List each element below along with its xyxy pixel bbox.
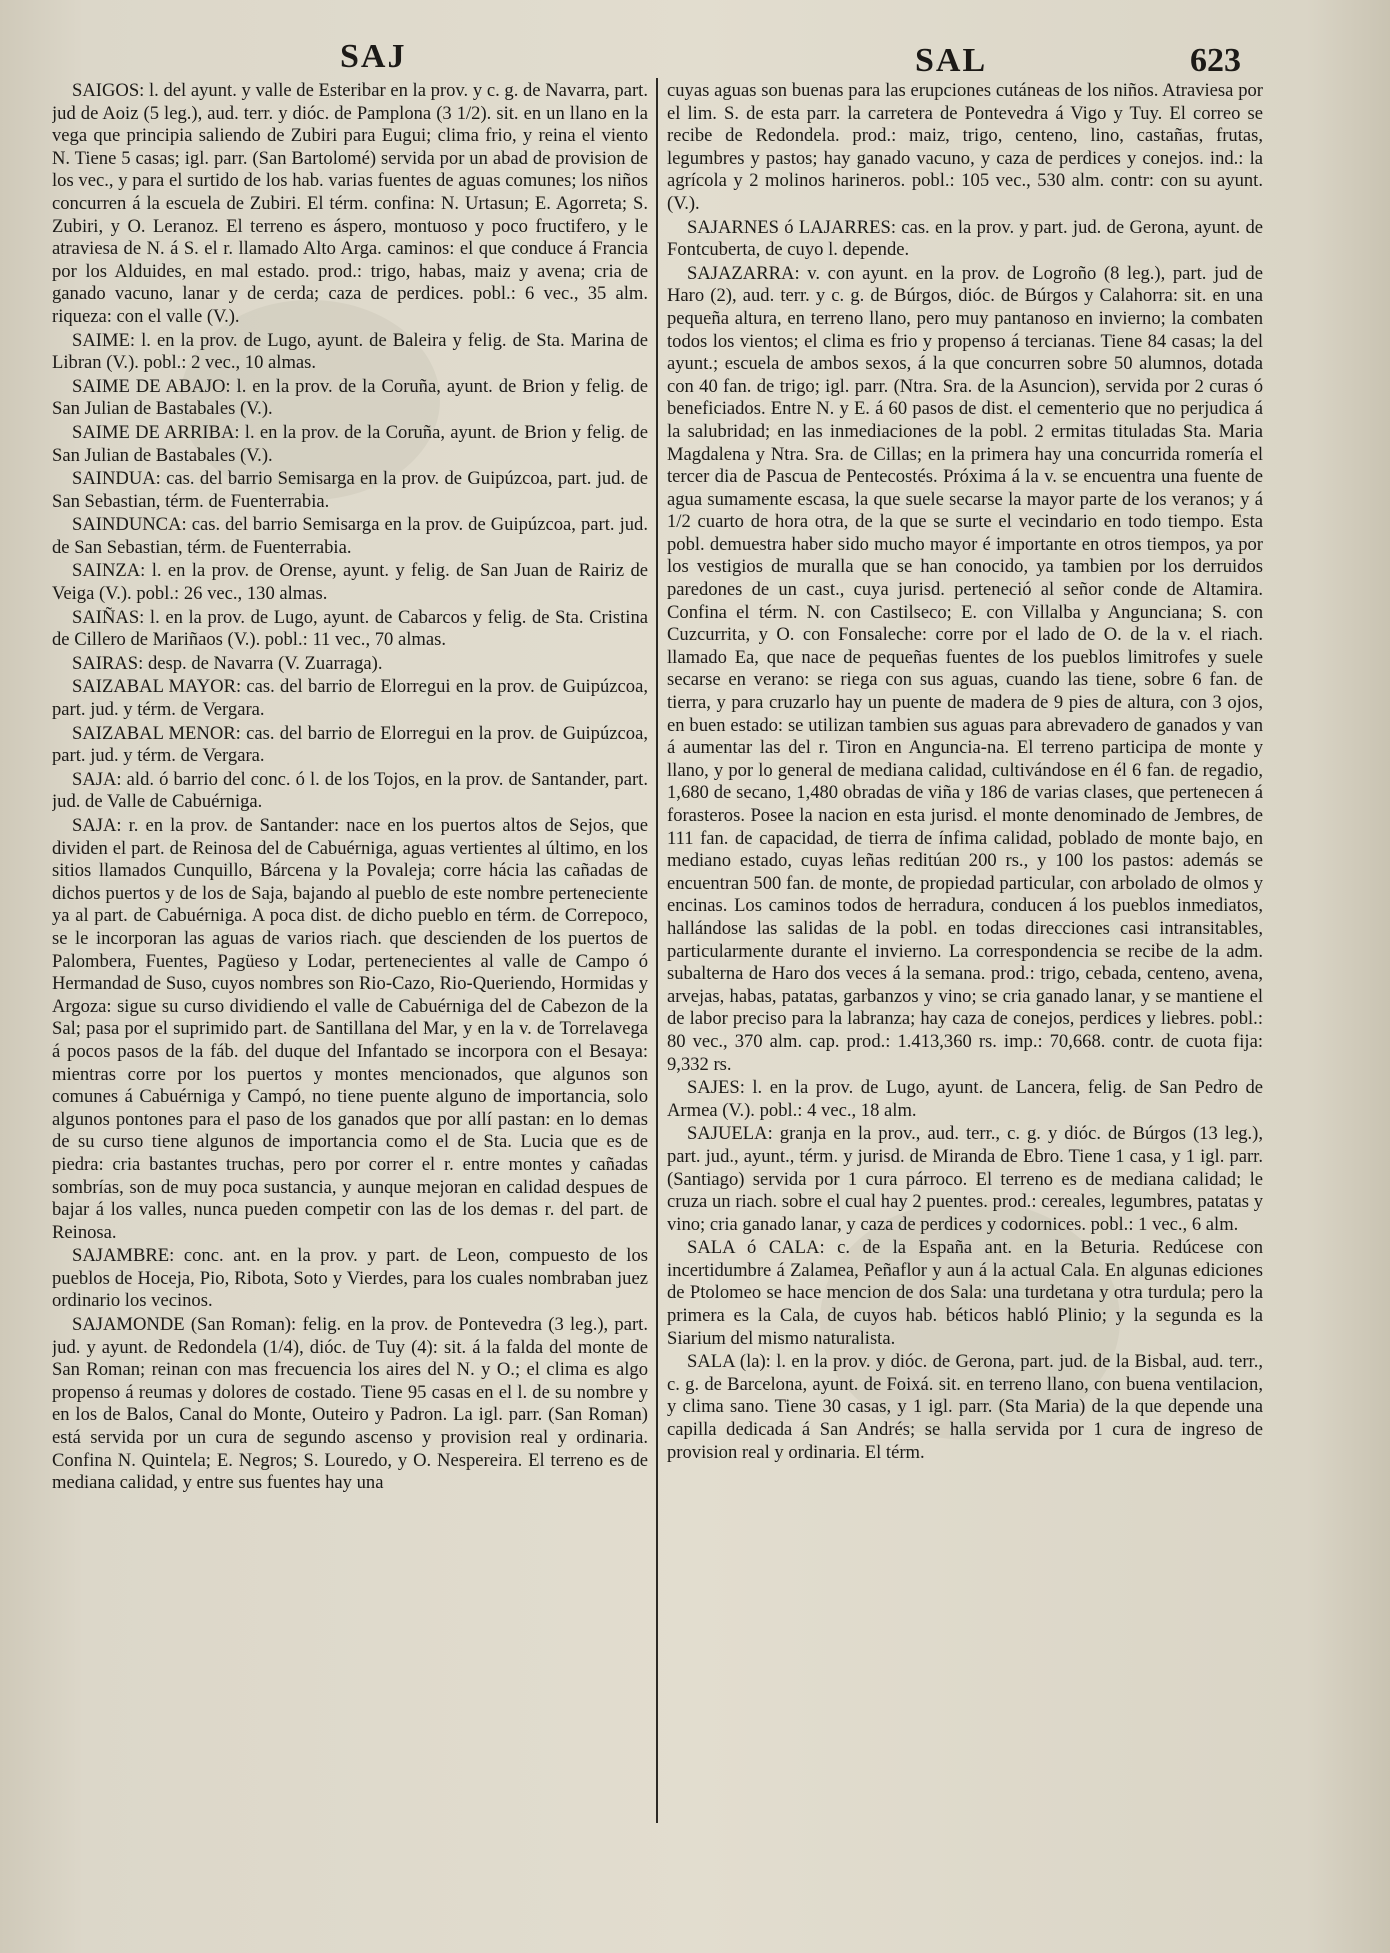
entry-saime-de-abajo: SAIME DE ABAJO: l. en la prov. de la Coruña, ayunt. de Brion y felig. de San Julian de Bastabales (V.). bbox=[52, 375, 648, 420]
entry-saime: SAIME: l. en la prov. de Lugo, ayunt. de Baleira y felig. de Sta. Marina de Libran (V.). pobl.: 2 vec., 10 almas. bbox=[52, 329, 648, 374]
entry-sala-la: SALA (la): l. en la prov. y dióc. de Gerona, part. jud. de la Bisbal, aud. terr., c. g. de Barcelona, ayunt. de Foixá. sit. en terreno llano, con buena ventilacion, y clima sano. Tiene 30 casas, y 1 igl. parr. (Sta Maria) de la que depende una capilla dedicada á San Andrés; se halla servida por 1 cura de ingreso de provision real y ordinaria. El térm. bbox=[667, 1351, 1263, 1463]
entry-sainza: SAINZA: l. en la prov. de Orense, ayunt. y felig. de San Juan de Rairiz de Veiga (V.). pobl.: 26 vec., 130 almas. bbox=[52, 560, 648, 605]
left-column bbox=[52, 80, 648, 1825]
entry-sajes: SAJES: l. en la prov. de Lugo, ayunt. de Lancera, felig. de San Pedro de Armea (V.). pobl.: 4 vec., 18 alm. bbox=[667, 1077, 1263, 1121]
entry-sairas: SAIRAS: desp. de Navarra (V. Zuarraga). bbox=[72, 652, 383, 674]
entry-saizabal-menor: SAIZABAL MENOR: cas. del barrio de Elorregui en la prov. de Guipúzcoa, part. jud. y térm. de Vergara. bbox=[52, 722, 648, 767]
right-column bbox=[667, 80, 1263, 1825]
header-left-word: SAJ bbox=[340, 38, 407, 75]
entry-sajuela: SAJUELA: granja en la prov., aud. terr., c. g. y dióc. de Búrgos (13 leg.), part. jud., ayunt., térm. y jurisd. de Miranda de Ebro. Tiene 1 casa, y 1 igl. parr. (Santiago) servida por 1 cura párroco. El terreno es de mediana calidad; le cruza un riach. sobre el cual hay 2 puentes. prod.: cereales, legumbres, patatas y vino; cria ganado lanar, y caza de perdices y codornices. pobl.: 1 vec., 6 alm. bbox=[667, 1123, 1263, 1235]
header-center-word: SAL bbox=[915, 42, 988, 79]
entry-saigos: SAIGOS: l. del ayunt. y valle de Esteribar en la prov. y c. g. de Navarra, part. jud de Aoiz (5 leg.), aud. terr. y dióc. de Pamplona (3 1/2). sit. en un llano en la vega que principia saliendo de Zubiri para Eugui; clima frio, y reina el viento N. Tiene 5 casas; igl. parr. (San Bartolomé) servida por un abad de provision de los vec., y para el surtido de los hab. varias fuentes de aguas comunes; los niños concurren á la escuela de Zubiri. El térm. confina: N. Urtasun; E. Agorreta; S. Zubiri, y O. Leranoz. El terreno es áspero, montuoso y poco fructifero, y le atraviesa de N. á S. el r. llamado Alto Arga. caminos: el que conduce á Francia por los Alduides, en mal estado. prod.: trigo, habas, maiz y avena; cria de ganado vacuno, lanar y de cerda; caza de perdices. pobl.: 6 vec., 35 alm. riqueza: con el valle (V.). bbox=[52, 80, 648, 327]
running-header bbox=[0, 38, 1390, 78]
entry-sainduncs: SAINDUNCA: cas. del barrio Semisarga en la prov. de Guipúzcoa, part. jud. de San Sebastian, térm. de Fuenterrabia. bbox=[52, 514, 648, 558]
entry-saja-ald: SAJA: ald. ó barrio del conc. ó l. de los Tojos, en la prov. de Santander, part. jud. de Valle de Cabuérniga. bbox=[52, 768, 648, 813]
entry-saizabal-mayor: SAIZABAL MAYOR: cas. del barrio de Elorregui en la prov. de Guipúzcoa, part. jud. y térm. de Vergara. bbox=[52, 676, 648, 721]
page-number: 623 bbox=[1190, 42, 1241, 79]
entry-sainas: SAIÑAS: l. en la prov. de Lugo, ayunt. de Cabarcos y felig. de Sta. Cristina de Cillero de Mariñaos (V.). pobl.: 11 vec., 70 almas. bbox=[52, 606, 648, 651]
entry-saindua: SAINDUA: cas. del barrio Semisarga en la prov. de Guipúzcoa, part. jud. de San Sebastian, térm. de Fuenterrabia. bbox=[52, 468, 648, 512]
entry-saime-de-arriba: SAIME DE ARRIBA: l. en la prov. de la Coruña, ayunt. de Brion y felig. de San Julian de Bastabales (V.). bbox=[52, 421, 648, 466]
entry-sajazarra: SAJAZARRA: v. con ayunt. en la prov. de Logroño (8 leg.), part. jud de Haro (2), aud. terr. y c. g. de Búrgos, dióc. de Búrgos y Calahorra: sit. en una pequeña altura, en terreno llano, pero muy pantanoso en invierno; la combaten todos los vientos; el clima es frio y propenso á tercianas. Tiene 84 casas; la del ayunt.; escuela de ambos sexos, á la que concurren sobre 50 alumnos, dotada con 40 fan. de trigo; igl. parr. (Ntra. Sra. de la Asuncion), servida por 2 curas ó beneficiados. Entre N. y E. á 60 pasos de dist. el cementerio que no perjudica á la salubridad; en las inmediaciones de la pobl. 2 ermitas tituladas Sta. Maria Magdalena y Ntra. Sra. de Cillas; en la primera hay una concurrida romería el tercer dia de Pascua de Pentecostés. Próxima á la v. se encuentra una fuente de agua sumamente escasa, la que suele secarse la mayor parte de los veranos; y á 1/2 cuarto de hora otra, de la que se surte el vecindario en todo tiempo. Esta pobl. demuestra haber sido mucho mayor é importante en otros tiempos, ya por los vestigios de muralla que se han conocido, ya tambien por los derruidos paredones de un cast., cuya jurisd. perteneció al señor conde de Altamira. Confina el térm. N. con Castilseco; E. con Villalba y Angunciana; S. con Cuzcurrita, y O. con Fonsaleche: corre por el lado de O. de la v. el riach. llamado Ea, que nace de pequeñas fuentes de los pueblos limitrofes y suele secarse en verano: se riega con sus aguas, cuando las tiene, sobre 6 fan. de tierra, y para cruzarlo hay un puente de madera de 9 pies de altura, con 3 ojos, en buen estado: se utilizan tambien sus aguas para abrevadero de ganados y van á aumentar las del r. Tiron en Anguncia-na. El terreno participa de monte y llano, y por lo general de mediana calidad, cultivándose en él 6 fan. de regadio, 1,680 de secano, 1,480 obradas de viña y 186 de varias clases, que pertenecen á forasteros. Posee la nacion en esta jurisd. el monte denominado de Jembres, de 111 fan. de capacidad, de tierra de ínfima calidad, poblado de monte bajo, en mediano estado, cuyas leñas reditúan 200 rs., y 100 los pastos: además se encuentran 500 fan. de monte, de propiedad particular, con arbolado de olmos y encinas. Los caminos todos de herradura, conducen á los pueblos inmediatos, hallándose las salidas de la pobl. en todas direcciones casi intransitables, particularmente durante el invierno. La correspondencia se recibe de la adm. subalterna de Haro dos veces á la semana. prod.: trigo, cebada, centeno, avena, arvejas, habas, patatas, garbanzos y vino; se cria ganado lanar, y se mantiene el de labor preciso para la labranza; hay caza de conejos, perdices y liebres. pobl.: 80 vec., 370 alm. cap. prod.: 1.413,360 rs. imp.: 70,668. contr. de cuota fija: 9,332 rs. bbox=[667, 262, 1263, 1075]
entry-sajarnes: SAJARNES ó LAJARRES: cas. en la prov. y part. jud. de Gerona, ayunt. de Fontcuberta, de cuyo l. depende. bbox=[667, 216, 1263, 261]
entry-sajamonde: SAJAMONDE (San Roman): felig. en la prov. de Pontevedra (3 leg.), part. jud. y ayunt. de Redondela (1/4), dióc. de Tuy (4): sit. á la falda del monte de San Roman; reinan con mas frecuencia los aires del N. y O.; el clima es algo propenso á reumas y dolores de costado. Tiene 95 casas en el l. de su nombre y en los de Balos, Canal do Monte, Outeiro y Padron. La igl. parr. (San Roman) está servida por un cura de segundo ascenso y provision real y ordinaria. Confina N. Quintela; E. Negros; S. Louredo, y O. Nespereira. El terreno es de mediana calidad, y entre sus fuentes hay una bbox=[52, 1314, 648, 1494]
entry-saja-rio: SAJA: r. en la prov. de Santander: nace en los puertos altos de Sejos, que dividen el part. de Reinosa del de Cabuérniga, aguas vertientes al último, en los sitios llamados Cunquillo, Bárcena y la Povaleja; corre hácia las cañadas de dichos puertos y de los de Saja, bajando al pueblo de este nombre perteneciente ya al part. de Cabuérniga. A poca dist. de dicho pueblo en térm. de Correpoco, se le incorporan las aguas de varios riach. que descienden de los puertos de Palombera, Fuentes, Pagüeso y Lodar, pertenecientes al valle de Campo ó Hermandad de Suso, cuyos nombres son Rio-Cazo, Rio-Queriendo, Hormidas y Argoza: sigue su curso dividiendo el valle de Cabuérniga del de Cabezon de la Sal; pasa por el suprimido part. de Santillana del Mar, y en la v. de Torrelavega á pocos pasos de la fáb. del duque del Infantado se incorpora con el Besaya: mientras corre por los puertos y montes mencionados, que algunos son comunes á Cabuérniga y Campó, no tiene puente alguno de importancia, solo algunos pontones para el paso de los ganados que por allí pastan: en lo demas de su curso tiene algunos de importancia como el de Sta. Lucia que es de piedra: cria bastantes truchas, pero por correr el r. entre montes y cañadas sombrías, son de muy poca sustancia, y aunque mejoran en calidad despues de bajar á los valles, nunca pueden competir con las de los demas r. del part. de Reinosa. bbox=[52, 815, 648, 1243]
entry-sala-o-cala: SALA ó CALA: c. de la España ant. en la Beturia. Redúcese con incertidumbre á Zalamea, Peñaflor y aun á la actual Cala. En algunas ediciones de Ptolomeo se hace mencion de dos Sala: una turdetana y otra turdula; pero la primera es la Cala, de cuyos hab. béticos habló Plinio; y la segunda es la Siarium del mismo naturalista. bbox=[667, 1237, 1263, 1349]
entry-sajambre: SAJAMBRE: conc. ant. en la prov. y part. de Leon, compuesto de los pueblos de Hoceja, Pio, Ribota, Soto y Vierdes, para los cuales nombraban juez ordinario los vecinos. bbox=[52, 1245, 648, 1312]
column-divider bbox=[656, 78, 658, 1823]
entry-sajamonde-continued: cuyas aguas son buenas para las erupciones cutáneas de los niños. Atraviesa por el lim. S. de esta parr. la carretera de Pontevedra á Vigo y Tuy. El correo se recibe de Redondela. prod.: maiz, trigo, centeno, lino, castañas, frutas, legumbres y pastos; hay ganado vacuno, y caza de perdices y conejos. ind.: la agrícola y 2 molinos harineros. pobl.: 105 vec., 530 alm. contr: con su ayunt. (V.). bbox=[667, 80, 1263, 214]
